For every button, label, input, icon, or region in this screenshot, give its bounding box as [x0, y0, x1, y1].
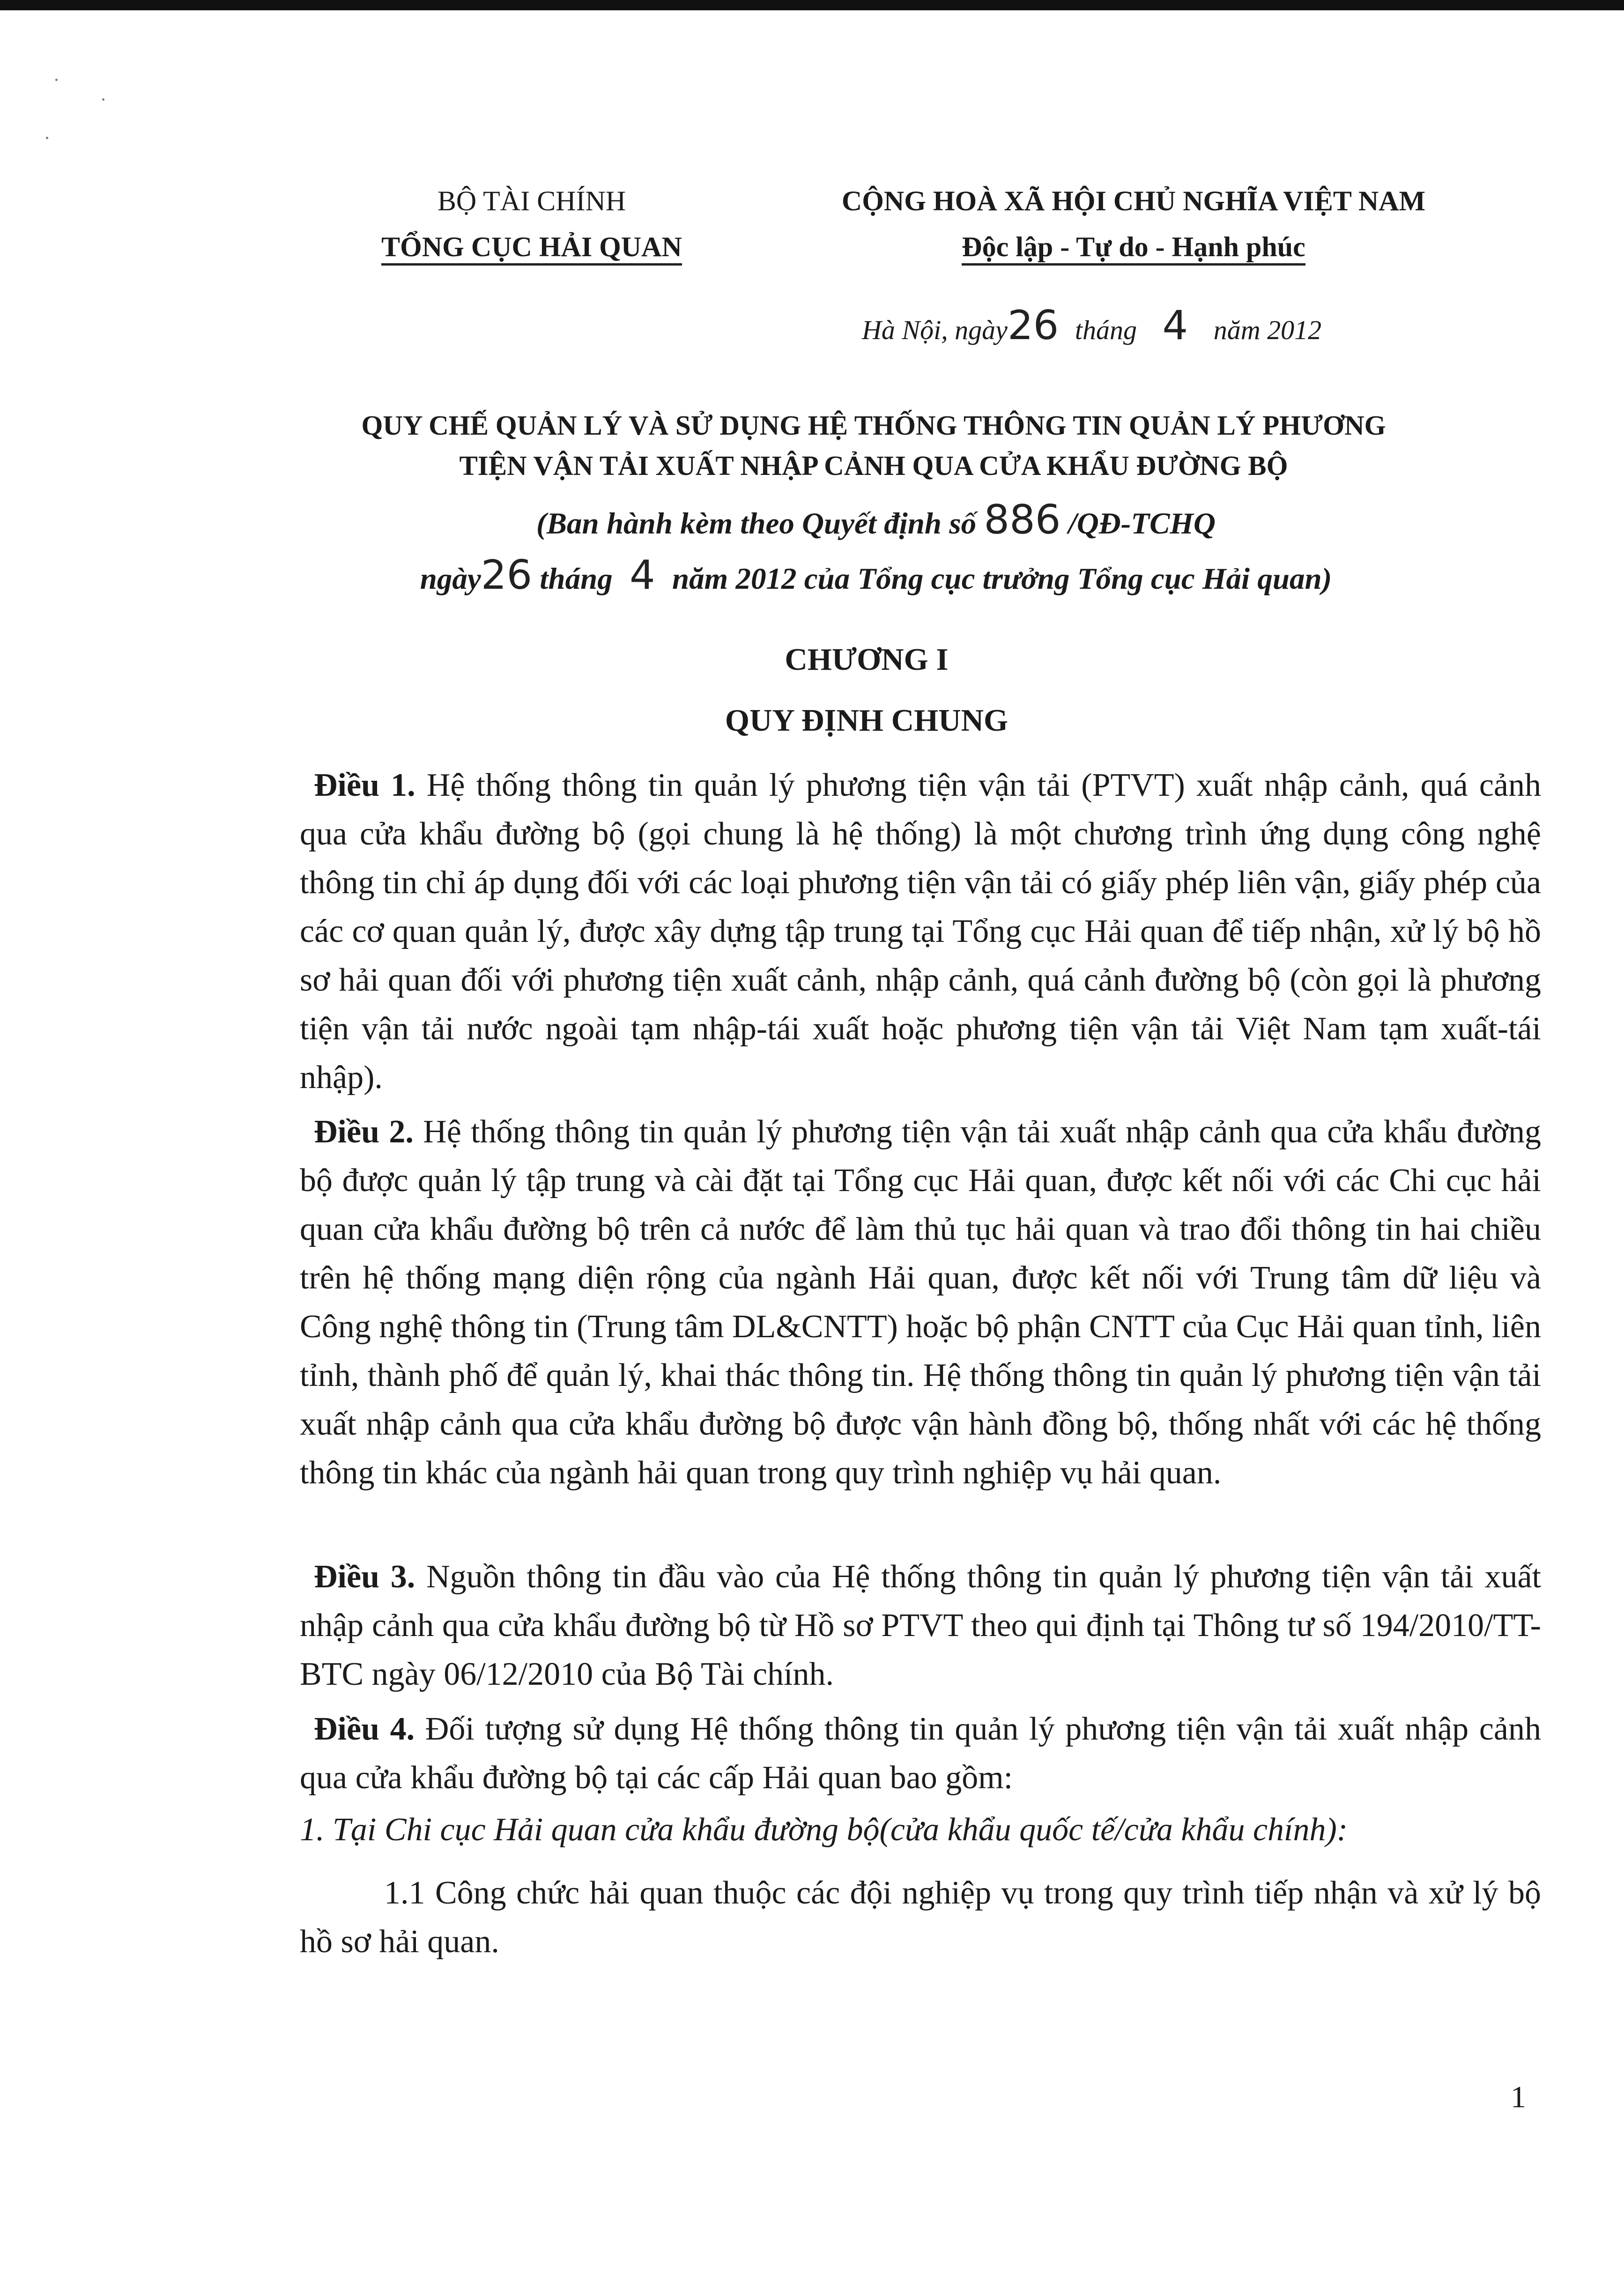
article-2 — [300, 1108, 1541, 1497]
article-text: Đối tượng sử dụng Hệ thống thông tin quản lý phương tiện vận tải xuất nhập cảnh qua cửa khẩu đường bộ tại các cấp Hải quan bao gồm: — [300, 1711, 1542, 1796]
ministry-name: BỘ TÀI CHÍNH — [437, 185, 626, 216]
article-label: Điều 2. — [314, 1114, 414, 1150]
handwritten-decision-number: 886 — [984, 496, 1061, 543]
article-3 — [300, 1553, 1541, 1699]
article-text: Hệ thống thông tin quản lý phương tiện vận tải xuất nhập cảnh qua cửa khẩu đường bộ được quản lý tập trung và cài đặt tại Tổng cục Hải quan, được kết nối với các Chi cục hải quan cửa khẩu đường bộ trên cả nước để làm thủ tục hải quan và trao đổi thông tin hai chiều trên hệ thống mạng diện rộng của ngành Hải quan, được kết nối với Trung tâm dữ liệu và Công nghệ thông tin (Trung tâm DL&CNTT) hoặc bộ phận CNTT của Cục Hải quan tỉnh, liên tỉnh, thành phố để quản lý, khai thác thông tin. Hệ thống thông tin quản lý phương tiện vận tải xuất nhập cảnh qua cửa khẩu đường bộ được vận hành đồng bộ, thống nhất với các hệ thống thông tin khác của ngành hải quan trong quy trình nghiệp vụ hải quan. — [300, 1114, 1542, 1491]
document-subtitle: (Ban hành kèm theo Quyết định số 886 /QĐ-TCHQ ngày26 tháng 4 năm 2012 của Tổng cục trưởng Tổng cục Hải quan) — [420, 496, 1332, 599]
national-motto: Độc lập - Tự do - Hạnh phúc — [792, 224, 1476, 270]
article-label: Điều 3. — [314, 1559, 415, 1595]
header-left — [337, 178, 726, 270]
item-1: 1. Tại Chi cục Hải quan cửa khẩu đường bộ(cửa khẩu quốc tế/cửa khẩu chính): — [300, 1812, 1348, 1848]
top-scan-border — [0, 0, 1624, 10]
article-label: Điều 1. — [314, 767, 415, 803]
document-title: QUY CHẾ QUẢN LÝ VÀ SỬ DỤNG HỆ THỐNG THÔNG TIN QUẢN LÝ PHƯƠNG TIỆN VẬN TẢI XUẤT NHẬP CẢNH QUA CỬA KHẨU ĐƯỜNG BỘ — [361, 410, 1386, 481]
page-number: 1 — [1511, 2080, 1526, 2114]
article-4 — [300, 1705, 1541, 1802]
department-name: TỔNG CỤC HẢI QUAN — [337, 224, 726, 270]
scan-speck — [55, 79, 58, 81]
date-line: Hà Nội, ngày26 tháng 4 năm 2012 — [862, 302, 1322, 349]
article-text: Nguồn thông tin đầu vào của Hệ thống thông tin quản lý phương tiện vận tải xuất nhập cảnh qua cửa khẩu đường bộ từ Hồ sơ PTVT theo qui định tại Thông tư số 194/2010/TT-BTC ngày 06/12/2010 của Bộ Tài chính. — [300, 1559, 1542, 1692]
article-text: Hệ thống thông tin quản lý phương tiện vận tải (PTVT) xuất nhập cảnh, quá cảnh qua cửa khẩu đường bộ (gọi chung là hệ thống) là một chương trình ứng dụng công nghệ thông tin chỉ áp dụng đối với các loại phương tiện vận tải có giấy phép liên vận, giấy phép của các cơ quan quản lý, được xây dựng tập trung tại Tổng cục Hải quan để tiếp nhận, xử lý bộ hồ sơ hải quan đối với phương tiện xuất cảnh, nhập cảnh, quá cảnh đường bộ (còn gọi là phương tiện vận tải nước ngoài tạm nhập-tái xuất hoặc phương tiện vận tải Việt Nam tạm xuất-tái nhập). — [300, 767, 1542, 1096]
handwritten-day: 26 — [1007, 302, 1059, 349]
article-label: Điều 4. — [314, 1711, 415, 1747]
header-right — [792, 178, 1476, 270]
article-1 — [300, 761, 1541, 1102]
handwritten-month: 4 — [630, 552, 655, 599]
country-name: CỘNG HOÀ XÃ HỘI CHỦ NGHĨA VIỆT NAM — [841, 185, 1426, 216]
handwritten-day: 26 — [481, 552, 533, 599]
scan-speck — [46, 137, 48, 139]
handwritten-month: 4 — [1162, 302, 1188, 349]
chapter-number: CHƯƠNG I — [785, 642, 949, 677]
item-1-1: 1.1 Công chức hải quan thuộc các đội nghiệp vụ trong quy trình tiếp nhận và xử lý bộ hồ sơ hải quan. — [300, 1875, 1541, 1960]
chapter-name: QUY ĐỊNH CHUNG — [725, 703, 1009, 738]
scan-speck — [102, 98, 104, 101]
